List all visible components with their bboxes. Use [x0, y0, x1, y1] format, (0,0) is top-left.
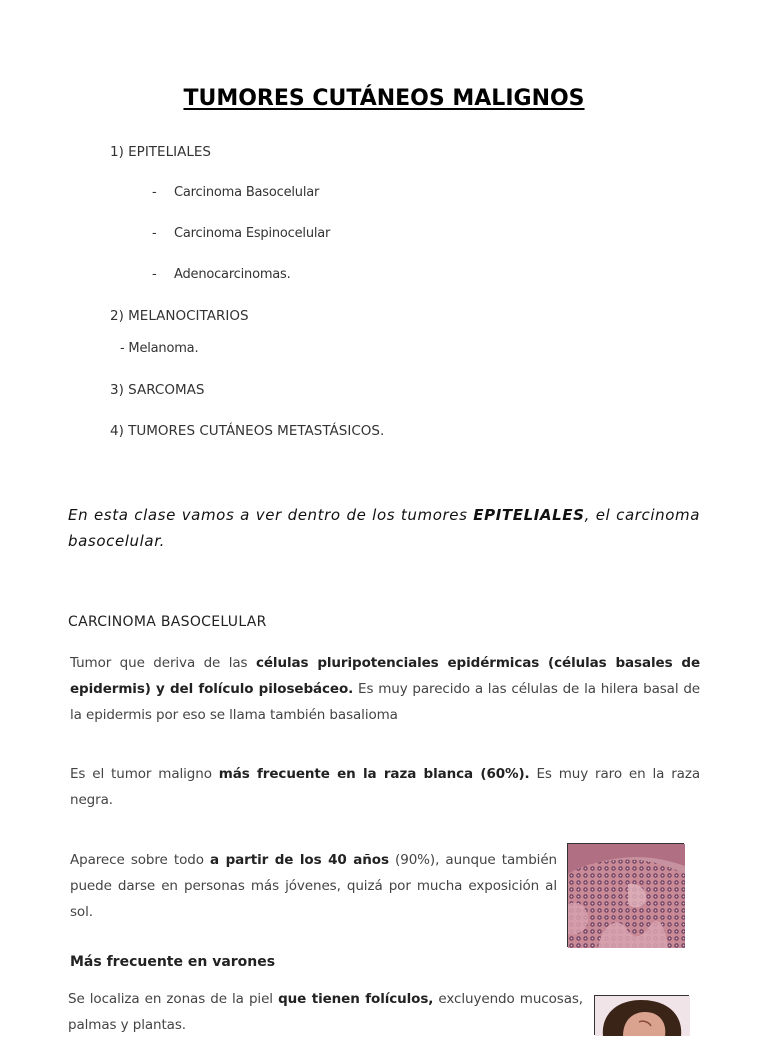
outline-category-epiteliales: 1) EPITELIALES [110, 144, 211, 160]
paragraph-bold: más frecuente en la raza blanca (60%). [218, 766, 530, 782]
page-title: TUMORES CUTÁNEOS MALIGNOS [183, 86, 585, 111]
outline-item [152, 226, 330, 241]
outline-item-melanoma: - Melanoma. [120, 341, 199, 356]
paragraph-bold: células pluripotenciales epidérmicas (células basales de epidermis) y del folículo pilosebáceo. [70, 655, 700, 697]
paragraph-bold: que tienen folículos, [278, 991, 434, 1007]
paragraph-location [68, 986, 583, 1038]
paragraph-text: Aparece sobre todo [70, 852, 211, 868]
paragraph-frequency [70, 761, 700, 813]
intro-bold: EPITELIALES [473, 506, 585, 524]
outline-category-melanocitarios: 2) MELANOCITARIOS [110, 308, 249, 324]
dash: - [152, 267, 157, 282]
intro-text: , el carcinoma basocelular. [68, 506, 700, 550]
paragraph-text: excluyendo mucosas, palmas y plantas. [68, 991, 583, 1033]
intro-text: En esta clase vamos a ver dentro de los tumores [68, 506, 474, 524]
outline-item-label: Carcinoma Basocelular [174, 185, 320, 200]
outline-item [152, 185, 319, 200]
dash: - [152, 226, 157, 241]
paragraph-text: Se localiza en zonas de la piel [68, 991, 279, 1007]
dash: - [152, 185, 157, 200]
paragraph-text: Es el tumor maligno [70, 766, 219, 782]
paragraph-text: Es muy parecido a las células de la hilera basal de la epidermis por eso se llama también basalioma [70, 681, 700, 723]
paragraph-text: Tumor que deriva de las [70, 655, 256, 671]
histology-illustration [568, 844, 685, 948]
section-heading: CARCINOMA BASOCELULAR [68, 614, 267, 630]
intro-paragraph [68, 502, 700, 554]
outline-item [152, 267, 291, 282]
paragraph-age [70, 847, 557, 925]
paragraph-text: Es muy raro en la raza negra. [70, 766, 700, 808]
outline-category-metastasicos: 4) TUMORES CUTÁNEOS METASTÁSICOS. [110, 423, 385, 439]
paragraph-bold: a partir de los 40 años [210, 852, 389, 868]
outline-category-sarcomas: 3) SARCOMAS [110, 382, 205, 398]
paragraph-origin [70, 650, 700, 728]
patient-illustration [595, 996, 690, 1036]
outline-item-label: Adenocarcinomas. [174, 267, 291, 282]
paragraph-text: (90%), aunque también puede darse en personas más jóvenes, quizá por mucha exposición al sol. [70, 852, 557, 920]
section-heading-varones: Más frecuente en varones [70, 954, 276, 970]
histology-image [567, 843, 684, 947]
patient-image [594, 995, 689, 1035]
outline-item-label: Carcinoma Espinocelular [174, 226, 331, 241]
